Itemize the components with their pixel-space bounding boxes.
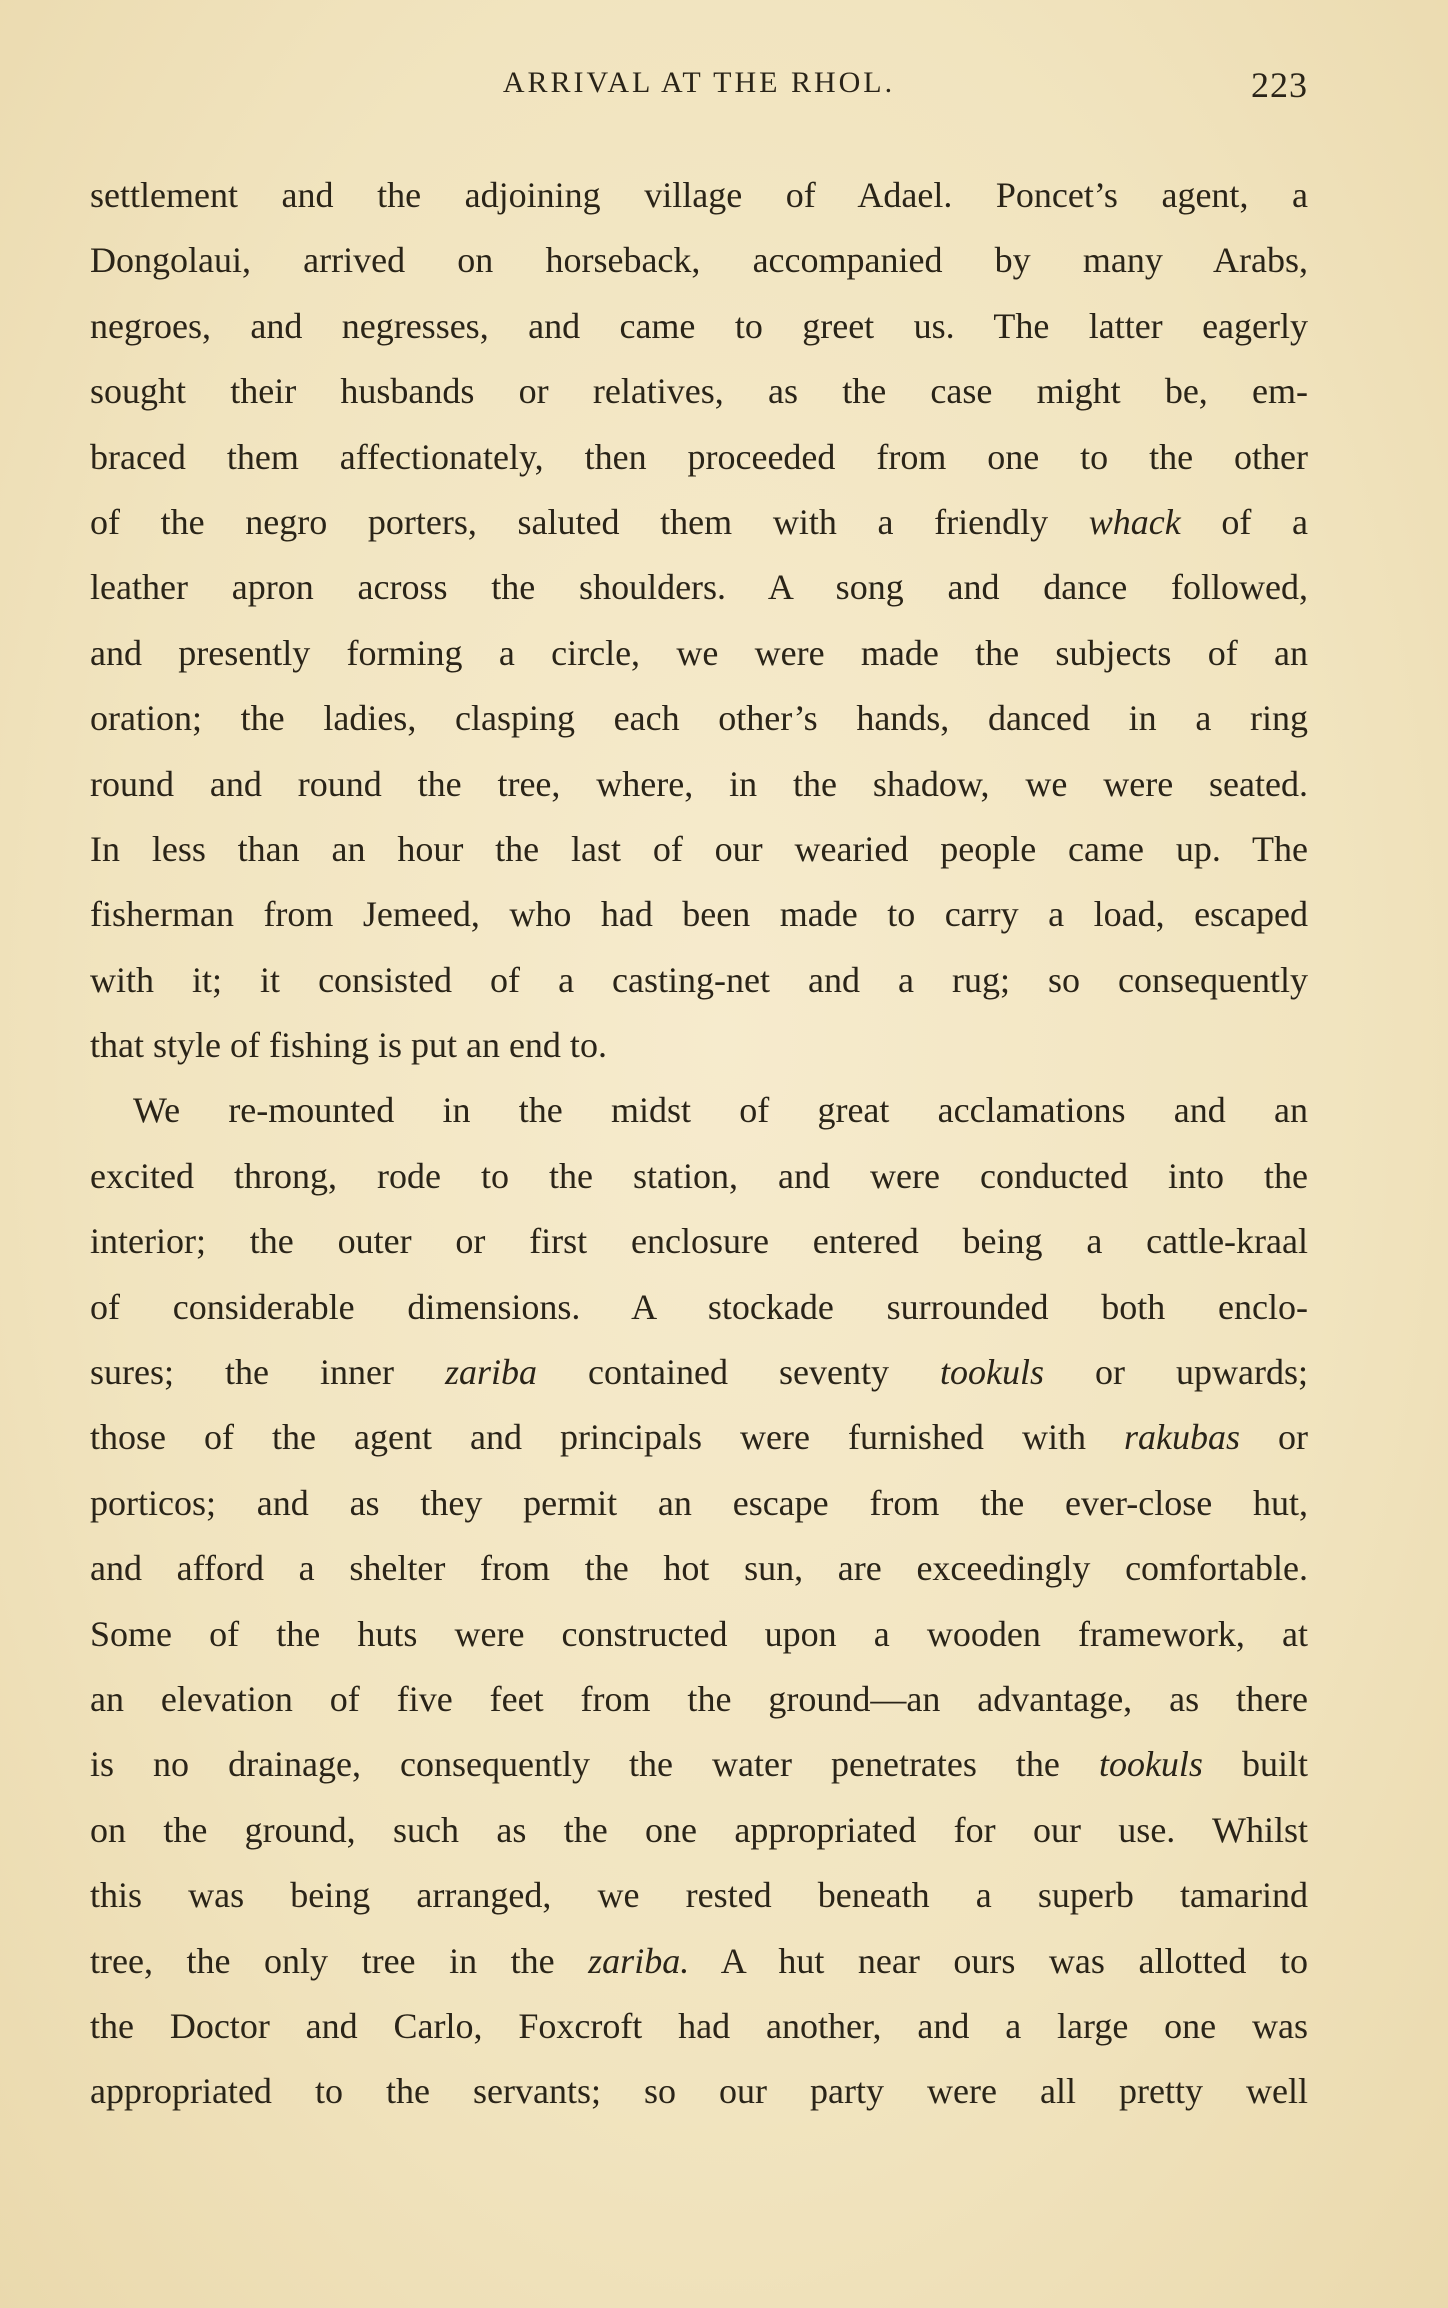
italic-term: tookuls [1098,1744,1203,1785]
text-line [90,1209,1308,1274]
text-line [90,294,1308,359]
text-run: oration; the ladies, clasping each other’s hands, danced in a ring [90,698,1308,739]
text-run: of the negro porters, saluted them with a friendly [90,501,1089,542]
page-number: 223 [1251,65,1308,105]
body-text [90,163,1308,2125]
text-line [90,1275,1308,1340]
text-run: braced them affectionately, then proceeded from one to the other [90,436,1308,477]
text-line [90,1798,1308,1863]
text-run: the Doctor and Carlo, Foxcroft had another, and a large one was [90,2005,1308,2046]
text-line [90,555,1308,620]
text-run: leather apron across the shoulders. A song and dance followed, [90,567,1308,608]
italic-term: zariba. [588,1940,690,1981]
text-run: or [1239,1417,1308,1458]
text-run: appropriated to the servants; so our party were all pretty well [90,2071,1308,2112]
text-run: settlement and the adjoining village of Adael. Poncet’s agent, a [90,175,1308,215]
text-run: and afford a shelter from the hot sun, are exceedingly comfortable. [90,1548,1308,1589]
text-line [90,1602,1308,1667]
text-run: an elevation of five feet from the ground—an advantage, as there [90,1678,1308,1719]
text-run: In less than an hour the last of our wearied people came up. The [90,828,1308,869]
text-run: those of the agent and principals were furnished with [90,1417,1124,1458]
text-line [90,882,1308,947]
text-line [90,1471,1308,1536]
text-line [90,1536,1308,1601]
paragraph [90,163,1308,1078]
text-line [90,817,1308,882]
text-line [90,163,1308,228]
running-head [90,66,1308,116]
text-run: of considerable dimensions. A stockade surrounded both enclo- [90,1286,1308,1327]
text-line [90,1994,1308,2059]
text-line [90,228,1308,293]
text-line [90,686,1308,751]
text-run: We re-mounted in the midst of great acclamations and an [133,1090,1308,1131]
text-run: or upwards; [1044,1352,1308,1393]
text-run: porticos; and as they permit an escape from the ever-close hut, [90,1482,1308,1523]
text-line [90,1340,1308,1405]
text-run: negroes, and negresses, and came to greet us. The latter eagerly [90,305,1308,346]
text-run: this was being arranged, we rested beneath a superb tamarind [90,1875,1308,1916]
text-run: Dongolaui, arrived on horseback, accompanied by many Arabs, [90,240,1308,281]
paragraph [90,1078,1308,2124]
text-run: tree, the only tree in the [90,1940,589,1981]
running-title: ARRIVAL AT THE RHOL. [502,66,896,99]
text-run: sures; the inner [90,1352,445,1393]
text-run: and presently forming a circle, we were made the subjects of an [90,632,1308,673]
text-line [90,490,1308,555]
text-line [90,621,1308,686]
text-run: of a [1180,501,1309,542]
text-line [90,359,1308,424]
text-run: Some of the huts were constructed upon a wooden framework, at [90,1613,1308,1654]
text-run: that style of fishing is put an end to. [90,1025,607,1066]
text-line [90,2059,1308,2124]
text-run: fisherman from Jemeed, who had been made to carry a load, escaped [90,894,1308,935]
text-run: built [1202,1744,1308,1785]
italic-term: zariba [445,1352,538,1393]
italic-term: whack [1088,501,1181,542]
text-line [90,425,1308,490]
text-run: is no drainage, consequently the water penetrates the [90,1744,1099,1785]
text-run: with it; it consisted of a casting-net and a rug; so consequently [90,959,1308,1000]
text-line [90,752,1308,817]
text-run: interior; the outer or first enclosure entered being a cattle-kraal [90,1221,1308,1262]
text-line [90,1405,1308,1470]
text-line [90,1732,1308,1797]
text-line [90,1863,1308,1928]
text-run: contained seventy [537,1352,940,1393]
text-run: A hut near ours was allotted to [689,1940,1308,1981]
text-run: on the ground, such as the one appropriated for our use. Whilst [90,1809,1308,1850]
text-line [90,1144,1308,1209]
italic-term: tookuls [940,1352,1044,1393]
text-run: excited throng, rode to the station, and were conducted into the [90,1155,1308,1196]
text-run: round and round the tree, where, in the shadow, we were seated. [90,763,1308,804]
text-line [90,1667,1308,1732]
text-line [90,1013,1308,1078]
italic-term: rakubas [1123,1417,1240,1458]
text-line [90,1929,1308,1994]
text-line [90,1078,1308,1143]
text-line [90,948,1308,1013]
text-run: sought their husbands or relatives, as the case might be, em- [90,371,1308,412]
